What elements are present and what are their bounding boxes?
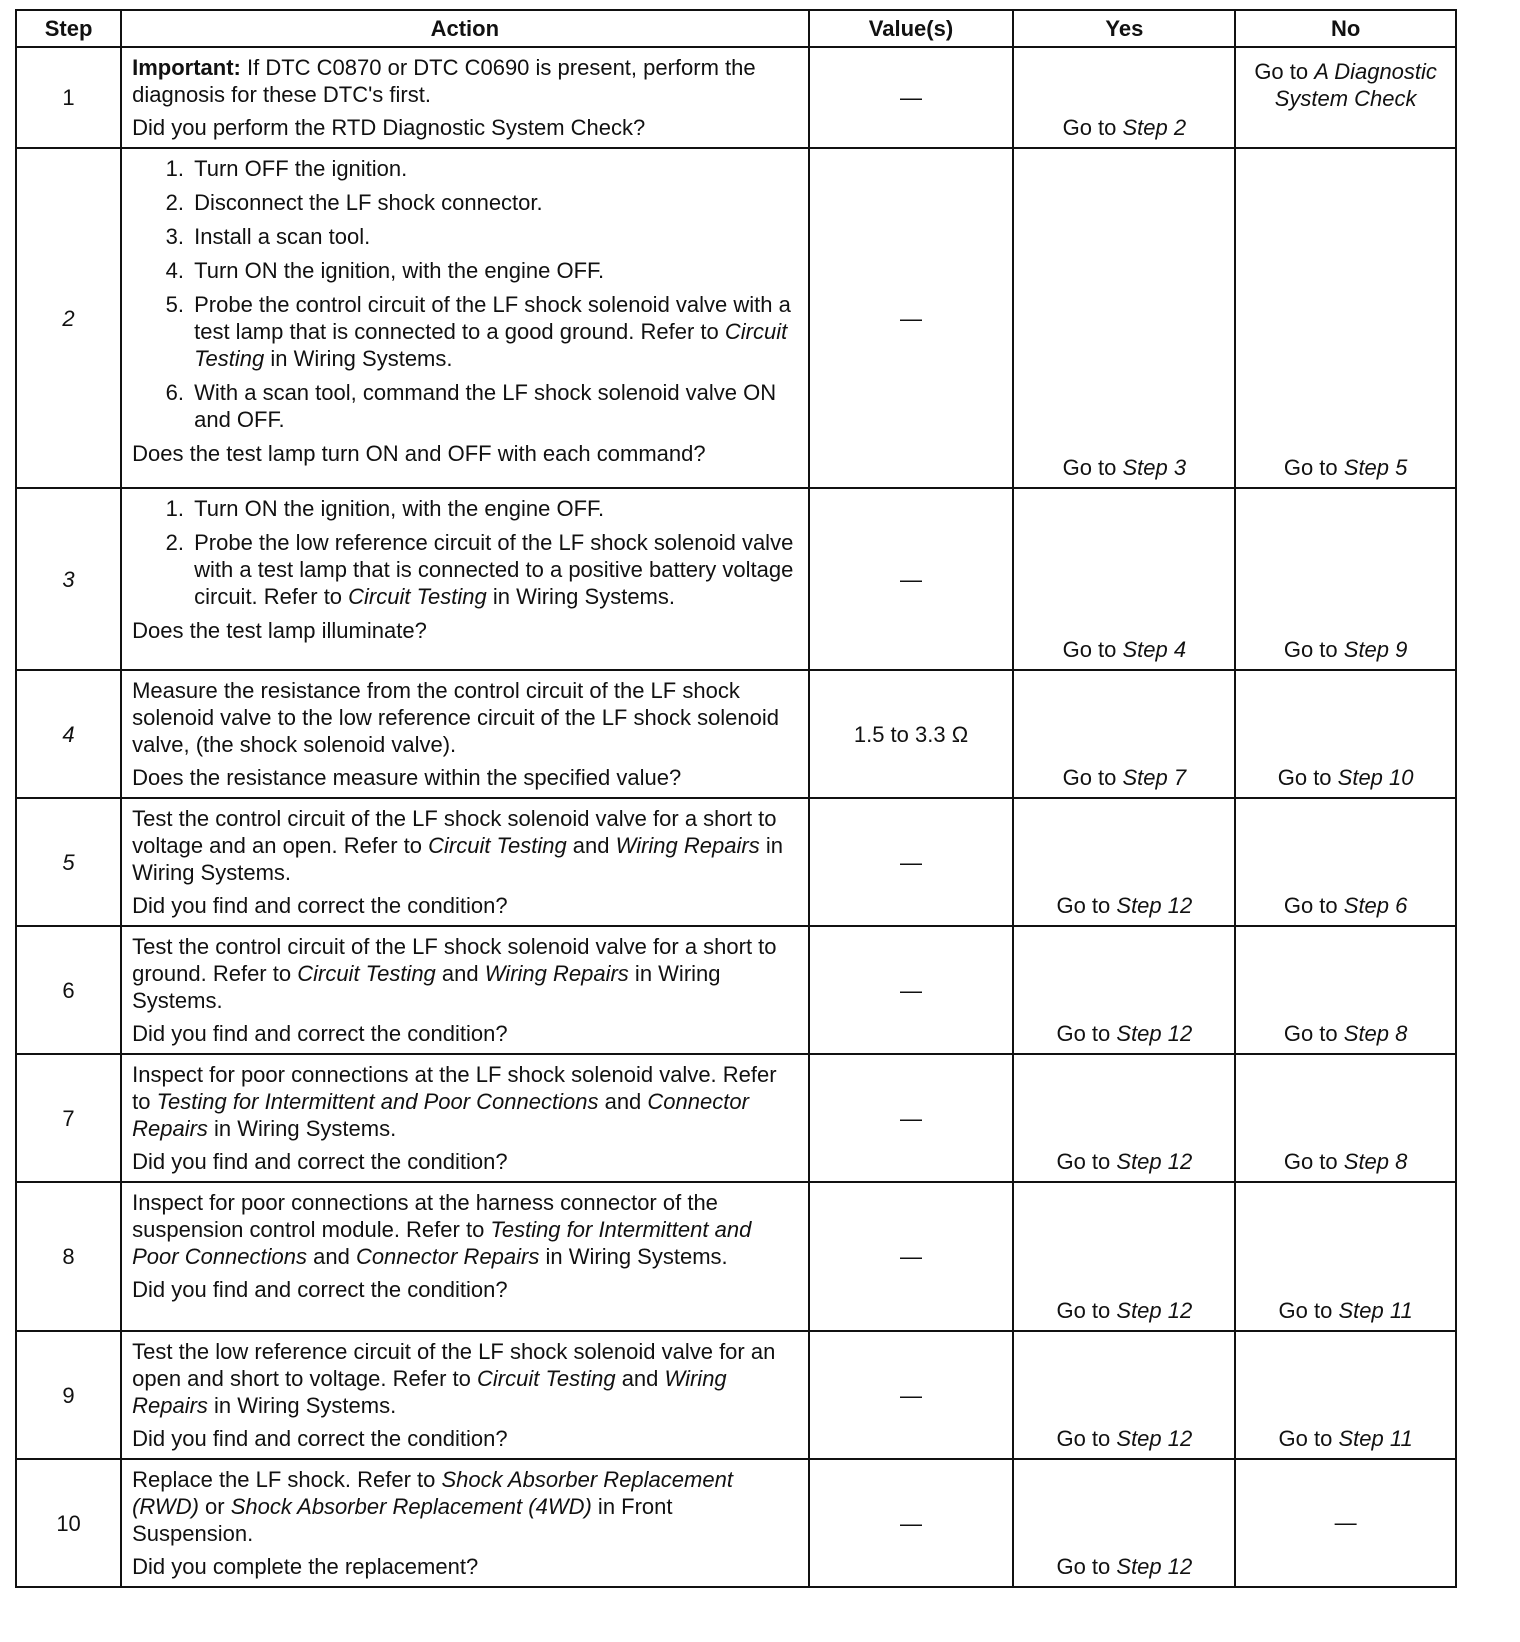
reference-link[interactable]: Shock Absorber Replacement (RWD) [132, 1467, 733, 1519]
table-row [16, 1182, 1456, 1331]
no-cell: Go to Step 8 [1235, 1054, 1456, 1182]
yes-cell: Go to Step 12 [1013, 926, 1235, 1054]
yes-link[interactable]: Step 12 [1116, 1021, 1193, 1046]
no-link[interactable]: Step 6 [1343, 893, 1408, 918]
no-link[interactable]: A Diagnostic System Check [1274, 59, 1437, 111]
instruction: Test the control circuit of the LF shock solenoid valve for a short to voltage and an open. Refer to Circuit Testing and Wiring Repairs in Wiring Systems. [132, 806, 783, 885]
no-cell: Go to Step 8 [1235, 926, 1456, 1054]
reference-link[interactable]: Connector Repairs [132, 1089, 749, 1141]
yes-link[interactable]: Step 4 [1122, 637, 1187, 662]
step-number: 3 [16, 488, 121, 670]
table-row [16, 926, 1456, 1054]
value-cell: — [809, 1054, 1014, 1182]
reference-link[interactable]: Shock Absorber Replacement (4WD) [230, 1494, 592, 1519]
header-row [16, 10, 1456, 47]
yes-cell: Go to Step 12 [1013, 1459, 1235, 1587]
reference-link[interactable]: Wiring Repairs [615, 833, 760, 858]
instruction: Replace the LF shock. Refer to Shock Absorber Replacement (RWD) or Shock Absorber Replacement (4WD) in Front Suspension. [132, 1467, 733, 1546]
question: Did you find and correct the condition? [132, 1277, 508, 1302]
reference-link[interactable]: Circuit Testing [194, 319, 788, 371]
yes-cell: Go to Step 12 [1013, 798, 1235, 926]
step-number: 9 [16, 1331, 121, 1459]
step-number: 2 [16, 148, 121, 488]
yes-link[interactable]: Step 12 [1116, 893, 1193, 918]
procedure-list [132, 495, 799, 610]
yes-link[interactable]: Step 2 [1122, 115, 1187, 140]
reference-link[interactable]: Testing for Intermittent and Poor Connections [156, 1089, 599, 1114]
action-cell [121, 1182, 808, 1331]
procedure-list [132, 155, 799, 433]
question: Did you perform the RTD Diagnostic System Check? [132, 115, 646, 140]
header-yes: Yes [1013, 10, 1235, 47]
yes-cell: Go to Step 12 [1013, 1331, 1235, 1459]
list-item: 1. Turn ON the ignition, with the engine OFF. [190, 495, 799, 522]
yes-cell: Go to Step 12 [1013, 1182, 1235, 1331]
reference-link[interactable]: Circuit Testing [428, 833, 567, 858]
list-item: 2. Disconnect the LF shock connector. [190, 189, 799, 216]
instruction: Test the control circuit of the LF shock solenoid valve for a short to ground. Refer to Circuit Testing and Wiring Repairs in Wiring Systems. [132, 934, 777, 1013]
action-cell [121, 488, 808, 670]
yes-cell: Go to Step 7 [1013, 670, 1235, 798]
diagnostic-table [15, 9, 1457, 1588]
header-action: Action [121, 10, 808, 47]
instruction: Measure the resistance from the control circuit of the LF shock solenoid valve to the low reference circuit of the LF shock solenoid valve, (the shock solenoid valve). [132, 678, 780, 757]
question: Does the resistance measure within the specified value? [132, 765, 682, 790]
reference-link[interactable]: Connector Repairs [355, 1244, 540, 1269]
value-cell: — [809, 1331, 1014, 1459]
yes-cell: Go to Step 3 [1013, 148, 1235, 488]
no-link[interactable]: Step 9 [1343, 637, 1408, 662]
action-cell [121, 798, 808, 926]
instruction: Inspect for poor connections at the harness connector of the suspension control module. Refer to Testing for Intermittent and Poor Connections and Connector Repairs in Wiring Systems. [132, 1190, 752, 1269]
value-cell: — [809, 47, 1014, 148]
yes-cell: Go to Step 2 [1013, 47, 1235, 148]
step-number: 5 [16, 798, 121, 926]
value-cell: 1.5 to 3.3 Ω [809, 670, 1014, 798]
value-cell: — [809, 488, 1014, 670]
important-label: Important: [132, 55, 241, 80]
action-cell [121, 1054, 808, 1182]
table-row [16, 47, 1456, 148]
step-number: 1 [16, 47, 121, 148]
step-number: 8 [16, 1182, 121, 1331]
no-cell: Go to A Diagnostic System Check [1235, 47, 1456, 148]
value-cell: — [809, 798, 1014, 926]
table-row [16, 148, 1456, 488]
reference-link[interactable]: Circuit Testing [477, 1366, 616, 1391]
question: Did you find and correct the condition? [132, 1426, 508, 1451]
no-cell: Go to Step 9 [1235, 488, 1456, 670]
action-cell [121, 1459, 808, 1587]
list-item: 5. Probe the control circuit of the LF shock solenoid valve with a test lamp that is connected to a good ground. Refer to Circuit Testing in Wiring Systems. [190, 291, 799, 372]
value-cell: — [809, 1459, 1014, 1587]
header-step: Step [16, 10, 121, 47]
no-cell: Go to Step 6 [1235, 798, 1456, 926]
yes-link[interactable]: Step 12 [1116, 1298, 1193, 1323]
yes-link[interactable]: Step 12 [1116, 1426, 1193, 1451]
action-cell [121, 148, 808, 488]
no-cell: Go to Step 10 [1235, 670, 1456, 798]
action-cell [121, 926, 808, 1054]
no-link[interactable]: Step 11 [1338, 1298, 1413, 1323]
yes-link[interactable]: Step 3 [1122, 455, 1187, 480]
no-cell: Go to Step 11 [1235, 1182, 1456, 1331]
no-link[interactable]: Step 5 [1343, 455, 1408, 480]
question: Did you find and correct the condition? [132, 1149, 508, 1174]
table-row [16, 1331, 1456, 1459]
list-item: 6. With a scan tool, command the LF shock solenoid valve ON and OFF. [190, 379, 799, 433]
reference-link[interactable]: Circuit Testing [297, 961, 436, 986]
table-row [16, 488, 1456, 670]
question: Did you find and correct the condition? [132, 1021, 508, 1046]
no-cell: Go to Step 5 [1235, 148, 1456, 488]
important-note: Important: If DTC C0870 or DTC C0690 is present, perform the diagnosis for these DTC's first. [132, 55, 756, 107]
header-no: No [1235, 10, 1456, 47]
question: Does the test lamp illuminate? [132, 618, 427, 643]
no-link[interactable]: Step 8 [1343, 1021, 1408, 1046]
list-item: 4. Turn ON the ignition, with the engine OFF. [190, 257, 799, 284]
step-number: 6 [16, 926, 121, 1054]
no-link[interactable]: Step 11 [1338, 1426, 1413, 1451]
no-link[interactable]: Step 10 [1337, 765, 1414, 790]
value-cell: — [809, 1182, 1014, 1331]
step-number: 7 [16, 1054, 121, 1182]
instruction: Test the low reference circuit of the LF shock solenoid valve for an open and short to voltage. Refer to Circuit Testing and Wiring Repairs in Wiring Systems. [132, 1339, 776, 1418]
yes-cell: Go to Step 12 [1013, 1054, 1235, 1182]
step-number: 10 [16, 1459, 121, 1587]
reference-link[interactable]: Wiring Repairs [132, 1366, 727, 1418]
table-row [16, 670, 1456, 798]
yes-link[interactable]: Step 12 [1116, 1149, 1193, 1174]
step-number: 4 [16, 670, 121, 798]
value-cell: — [809, 926, 1014, 1054]
value-cell: — [809, 148, 1014, 488]
list-item: 1. Turn OFF the ignition. [190, 155, 799, 182]
no-cell: — [1235, 1459, 1456, 1587]
list-item: 3. Install a scan tool. [190, 223, 799, 250]
yes-cell: Go to Step 4 [1013, 488, 1235, 670]
header-values: Value(s) [809, 10, 1014, 47]
table-row [16, 798, 1456, 926]
instruction: Inspect for poor connections at the LF shock solenoid valve. Refer to Testing for Intermittent and Poor Connections and Connector Repairs in Wiring Systems. [132, 1062, 777, 1141]
reference-link[interactable]: Circuit Testing [348, 584, 487, 609]
yes-link[interactable]: Step 12 [1116, 1554, 1193, 1579]
action-cell [121, 47, 808, 148]
question: Did you complete the replacement? [132, 1554, 479, 1579]
question: Does the test lamp turn ON and OFF with each command? [132, 441, 706, 466]
table-row [16, 1459, 1456, 1587]
no-link[interactable]: Step 8 [1343, 1149, 1408, 1174]
action-cell [121, 670, 808, 798]
question: Did you find and correct the condition? [132, 893, 508, 918]
yes-link[interactable]: Step 7 [1122, 765, 1187, 790]
reference-link[interactable]: Wiring Repairs [484, 961, 629, 986]
action-cell [121, 1331, 808, 1459]
reference-link[interactable]: Testing for Intermittent and Poor Connections [132, 1217, 752, 1269]
list-item: 2. Probe the low reference circuit of the LF shock solenoid valve with a test lamp that is connected to a positive battery voltage circuit. Refer to Circuit Testing in Wiring Systems. [190, 529, 799, 610]
table-row [16, 1054, 1456, 1182]
no-cell: Go to Step 11 [1235, 1331, 1456, 1459]
